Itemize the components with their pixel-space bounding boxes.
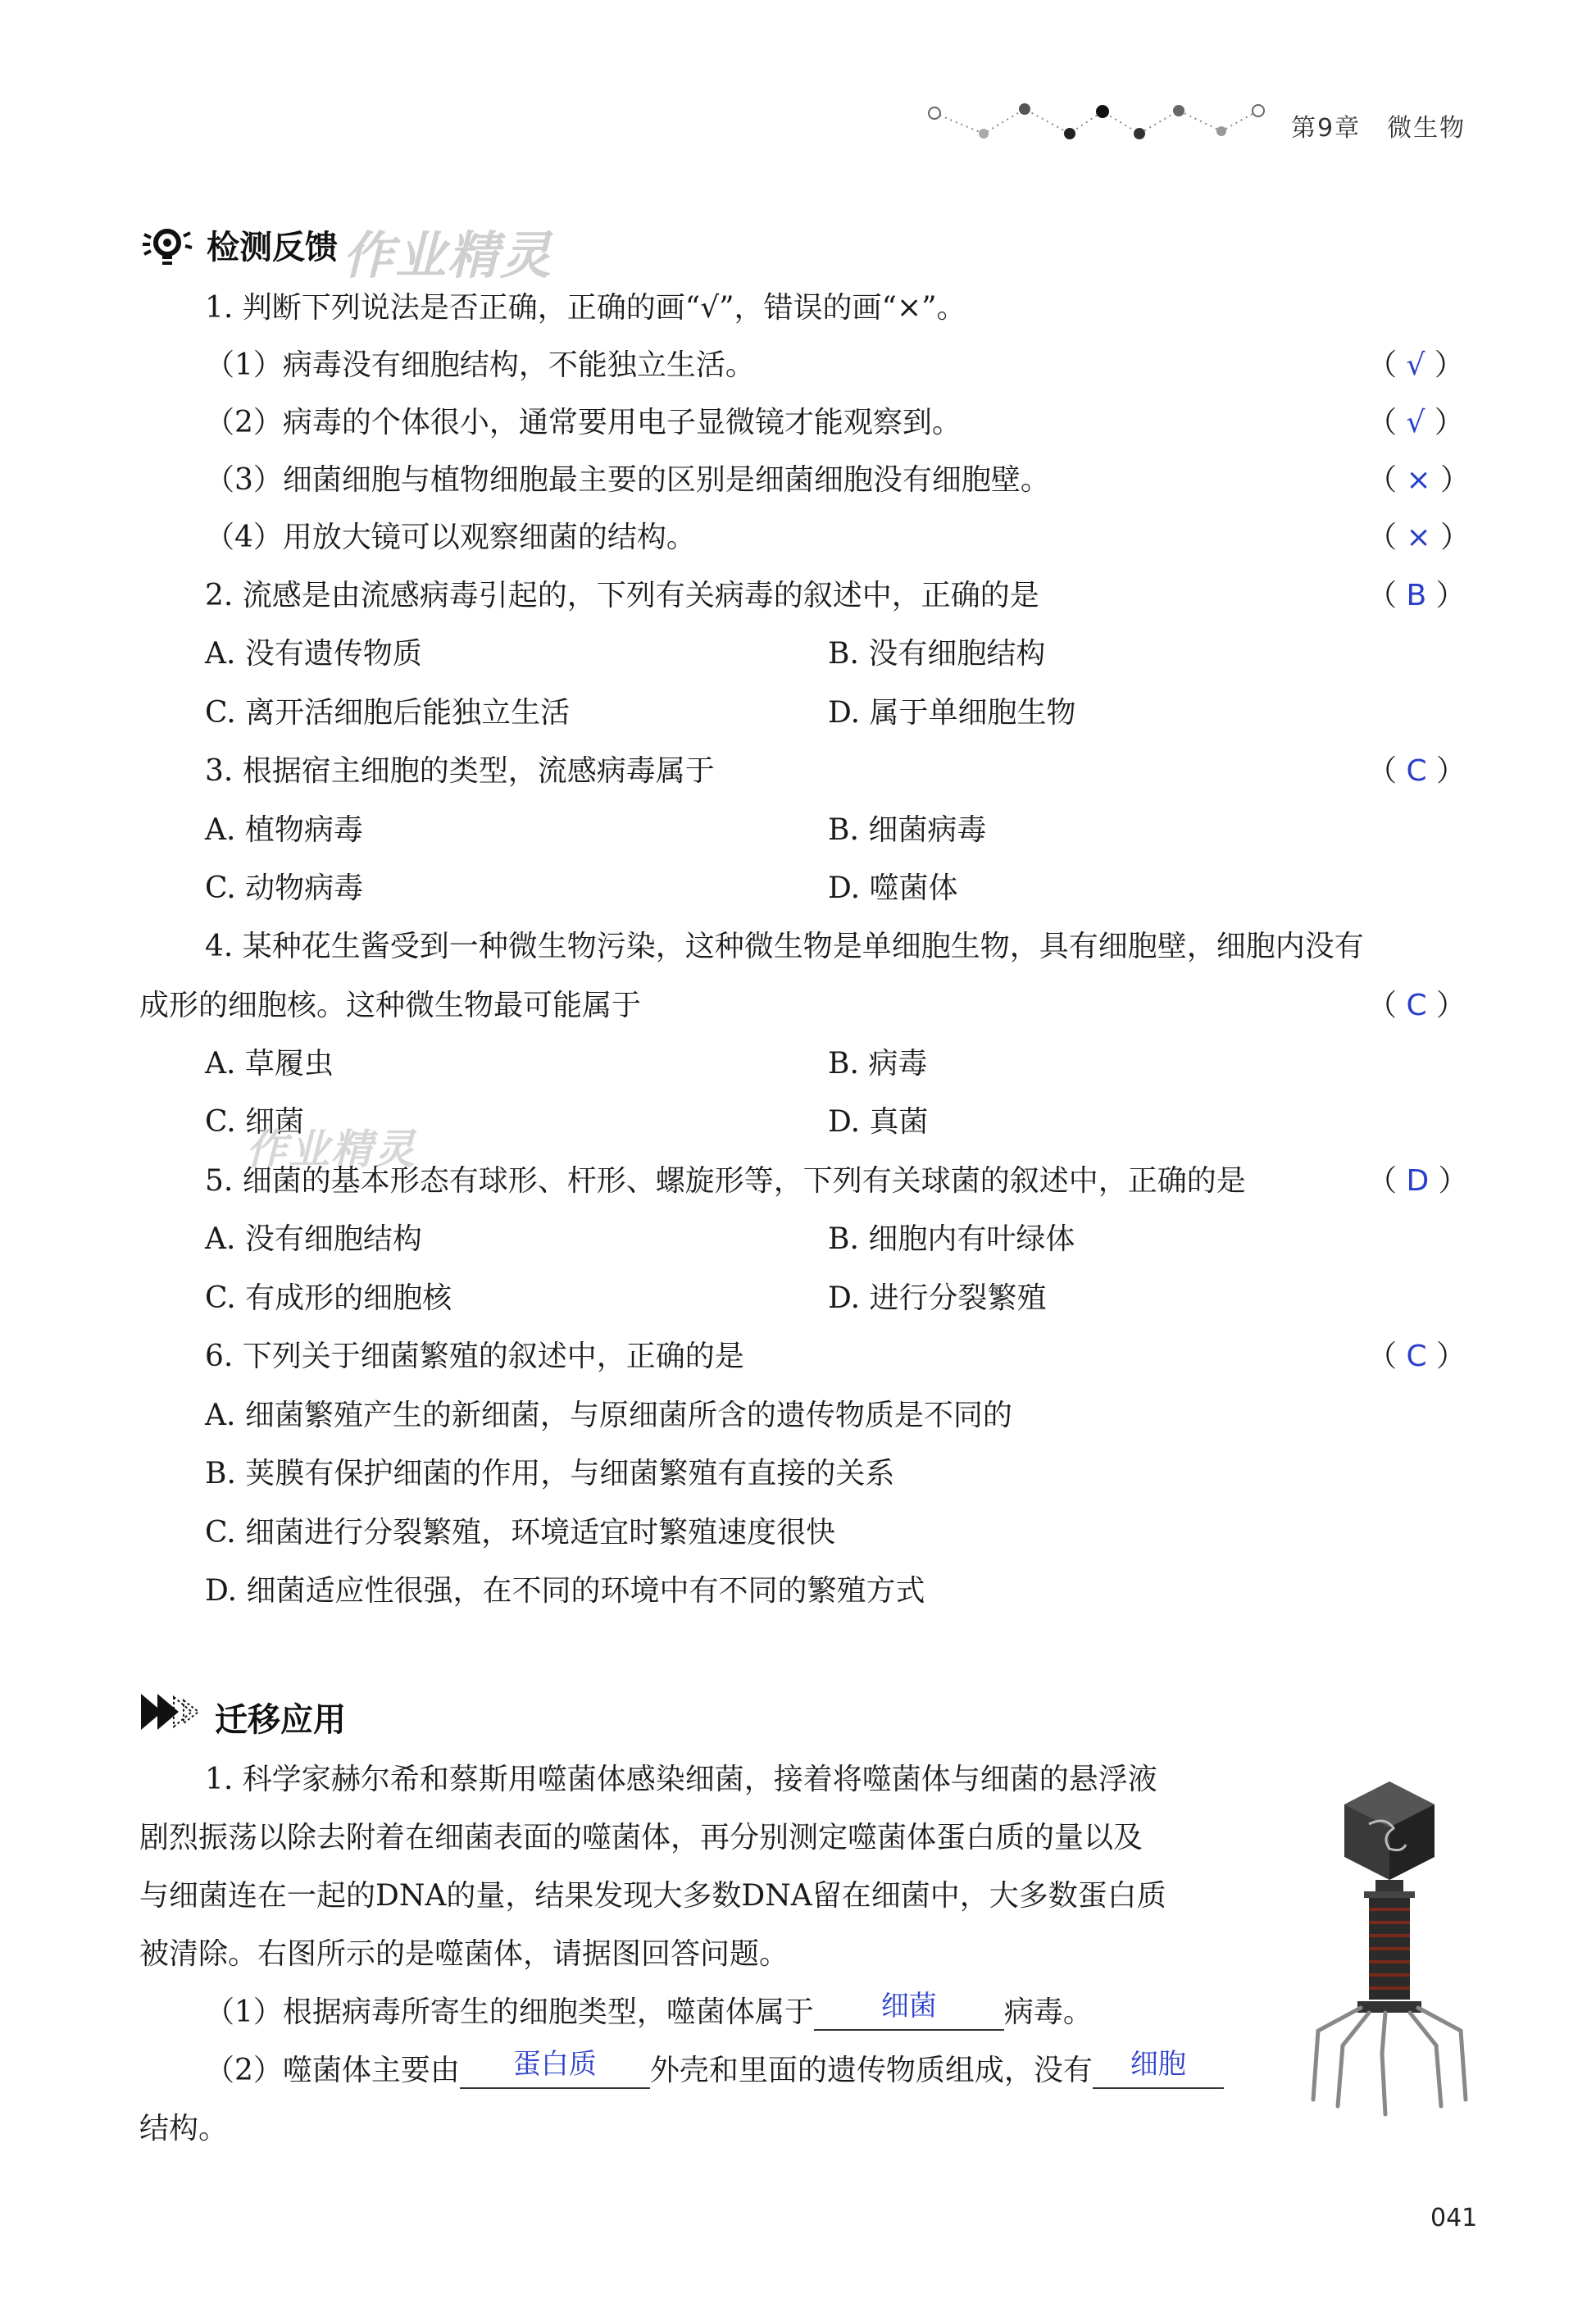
double-arrow-icon <box>138 1689 203 1735</box>
q6-option-c: C. 细菌进行分裂繁殖，环境适宜时繁殖速度很快 <box>205 1516 836 1549</box>
app-q1-line2: 剧烈振荡以除去附着在细菌表面的噬菌体，再分别测定噬菌体蛋白质的量以及 <box>139 1821 1144 1854</box>
question-3-stem: 3. 根据宿主细胞的类型，流感病毒属于 <box>205 754 715 788</box>
q1-item-4-answer: （ × ） <box>1367 521 1471 554</box>
q1-item-3-answer: （ × ） <box>1367 463 1471 497</box>
app-q1-line4: 被清除。右图所示的是噬菌体，请据图回答问题。 <box>139 1937 789 1971</box>
q6-option-a: A. 细菌繁殖产生的新细菌，与原细菌所含的遗传物质是不同的 <box>205 1399 1012 1432</box>
q5-option-c: C. 有成形的细胞核 <box>205 1281 452 1315</box>
q6-option-d: D. 细菌适应性很强，在不同的环境中有不同的繁殖方式 <box>205 1574 925 1608</box>
question-4-stem-line1: 4. 某种花生酱受到一种微生物污染，这种微生物是单细胞生物，具有细胞壁，细胞内没有 <box>205 930 1364 963</box>
app-q1-sub2-blank1: 蛋白质 <box>460 2055 650 2089</box>
q3-option-c: C. 动物病毒 <box>205 871 364 905</box>
header-decoration-icon <box>926 97 1271 146</box>
q5-answer: （ D ） <box>1367 1164 1468 1198</box>
bacteriophage-illustration <box>1303 1775 1476 2119</box>
q6-answer: （ C ） <box>1367 1340 1466 1373</box>
app-q1-sub2: （2）噬菌体主要由 蛋白质 外壳和里面的遗传物质组成，没有 细胞 <box>205 2053 1224 2089</box>
q2-option-c: C. 离开活细胞后能独立生活 <box>205 696 571 730</box>
watermark-text-2: 作业精灵 <box>246 1126 416 1173</box>
q4-option-a: A. 草履虫 <box>205 1047 334 1081</box>
q6-option-b: B. 荚膜有保护细菌的作用，与细菌繁殖有直接的关系 <box>205 1457 895 1490</box>
q2-option-b: B. 没有细胞结构 <box>828 637 1046 671</box>
q1-item-2-answer: （ √ ） <box>1367 406 1464 439</box>
q4-option-c: C. 细菌 <box>205 1105 305 1139</box>
section-title-feedback: 检测反馈 <box>207 229 338 266</box>
watermark-text: 作业精灵 <box>343 225 553 285</box>
q1-item-2: （2）病毒的个体很小，通常要用电子显微镜才能观察到。 <box>205 406 962 439</box>
app-q1-sub1-blank: 细菌 <box>814 1996 1004 2031</box>
question-4-stem-line2: 成形的细胞核。这种微生物最可能属于 <box>139 989 642 1022</box>
q1-item-1: （1）病毒没有细胞结构，不能独立生活。 <box>205 348 755 382</box>
q1-item-4: （4）用放大镜可以观察细菌的结构。 <box>205 521 696 554</box>
q1-item-3: （3）细菌细胞与植物细胞最主要的区别是细菌细胞没有细胞壁。 <box>205 463 1050 497</box>
question-2-stem: 2. 流感是由流感病毒引起的，下列有关病毒的叙述中，正确的是 <box>205 579 1039 612</box>
chapter-title: 第9章 微生物 <box>1291 114 1466 143</box>
app-q1-line3: 与细菌连在一起的DNA的量，结果发现大多数DNA留在细菌中，大多数蛋白质 <box>139 1879 1166 1913</box>
app-q1-sub1: （1）根据病毒所寄生的细胞类型，噬菌体属于 细菌 病毒。 <box>205 1990 1093 2029</box>
page-number: 041 <box>1430 2204 1478 2232</box>
question-5-stem: 5. 细菌的基本形态有球形、杆形、螺旋形等，下列有关球菌的叙述中，正确的是 <box>205 1164 1246 1198</box>
q3-option-a: A. 植物病毒 <box>205 813 363 847</box>
app-q1-sub2-end: 结构。 <box>139 2112 229 2146</box>
section-title-application: 迁移应用 <box>215 1701 346 1739</box>
q1-item-1-answer: （ √ ） <box>1367 348 1464 382</box>
question-1-stem: 1. 判断下列说法是否正确，正确的画“√”，错误的画“×”。 <box>205 291 966 325</box>
app-q1-sub2-blank2: 细胞 <box>1093 2055 1224 2089</box>
magnifier-lightbulb-icon <box>138 220 195 269</box>
q3-option-b: B. 细菌病毒 <box>828 813 987 847</box>
q4-option-b: B. 病毒 <box>828 1047 928 1081</box>
q3-option-d: D. 噬菌体 <box>828 871 958 905</box>
q4-answer: （ C ） <box>1367 989 1466 1022</box>
q4-option-d: D. 真菌 <box>828 1105 929 1139</box>
q5-option-d: D. 进行分裂繁殖 <box>828 1281 1047 1315</box>
question-6-stem: 6. 下列关于细菌繁殖的叙述中，正确的是 <box>205 1340 744 1373</box>
q2-answer: （ B ） <box>1367 579 1466 612</box>
q3-answer: （ C ） <box>1367 754 1466 788</box>
q2-option-d: D. 属于单细胞生物 <box>828 696 1076 730</box>
app-q1-line1: 1. 科学家赫尔希和蔡斯用噬菌体感染细菌，接着将噬菌体与细菌的悬浮液 <box>205 1763 1157 1796</box>
q5-option-a: A. 没有细胞结构 <box>205 1222 422 1256</box>
q5-option-b: B. 细胞内有叶绿体 <box>828 1222 1075 1256</box>
q2-option-a: A. 没有遗传物质 <box>205 637 422 671</box>
